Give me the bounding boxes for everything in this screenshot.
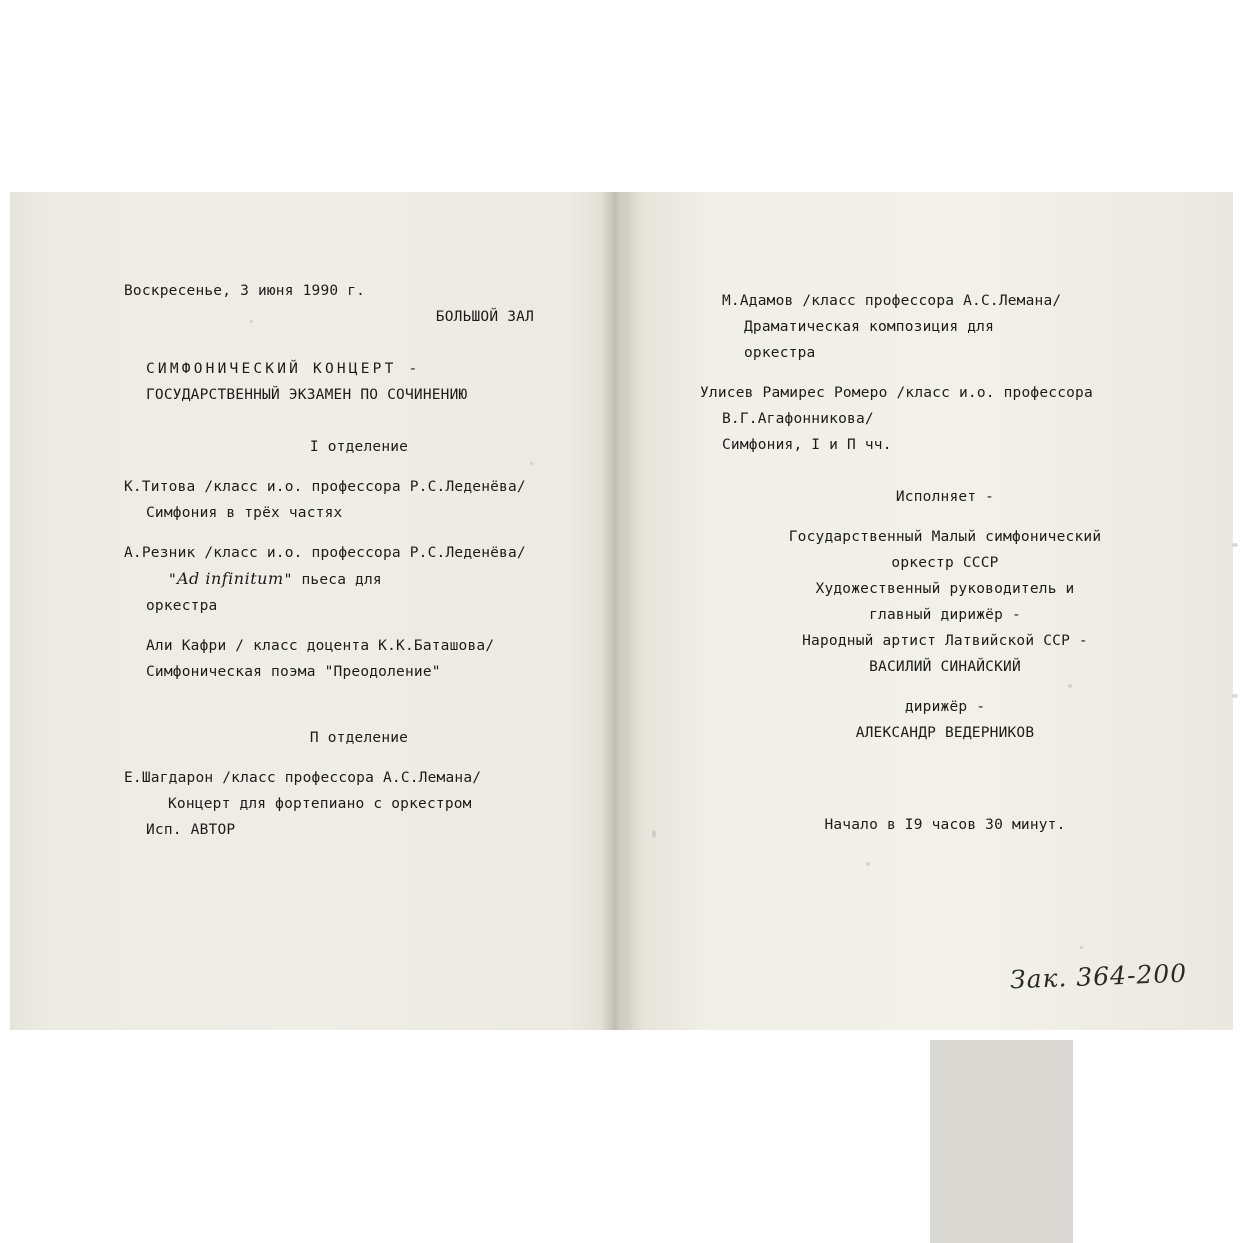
item-performer: Исп. АВТОР [146, 822, 236, 838]
programme-item [700, 288, 1190, 366]
programme-title-line2: ГОСУДАРСТВЕННЫЙ ЭКЗАМЕН ПО СОЧИНЕНИЮ [146, 387, 468, 403]
item-work-cont: оркестра [146, 598, 218, 614]
start-time: Начало в I9 часов 30 минут. [824, 817, 1066, 833]
performer-line: Государственный Малый симфонический [788, 529, 1102, 545]
item-work-title-italic: Ad infinitum [176, 569, 284, 588]
date-line: Воскресенье, 3 июня 1990 г. [124, 283, 366, 299]
right-page-text [700, 288, 1190, 838]
part2-heading: П отделение [309, 730, 409, 746]
programme-item [124, 474, 594, 526]
item-work: Симфоническая поэма "Преодоление" [146, 664, 441, 680]
part1-heading: I отделение [309, 439, 409, 455]
item-composer: А.Резник /класс и.о. профессора Р.С.Леденёва/ [124, 545, 526, 561]
item-composer: К.Титова /класс и.о. профессора Р.С.Леденёва/ [124, 479, 526, 495]
performers-block [700, 524, 1190, 680]
item-composer-cont: В.Г.Агафонникова/ [722, 411, 874, 427]
programme-item [124, 540, 594, 619]
performers-heading: Исполняет - [895, 489, 995, 505]
scan-speck [1080, 946, 1083, 949]
item-composer: Али Кафри / класс доцента К.К.Баташова/ [146, 638, 495, 654]
item-work: Драматическая композиция для [744, 319, 995, 335]
performer-line: главный дирижёр - [869, 607, 1021, 623]
hall-name: БОЛЬШОЙ ЗАЛ [435, 309, 534, 325]
programme-item [124, 633, 594, 685]
quote-open: " [168, 572, 177, 588]
scan-speck [1232, 694, 1238, 698]
scan-speck [1232, 543, 1238, 547]
programme-item [700, 380, 1190, 458]
conductor-name: АЛЕКСАНДР ВЕДЕРНИКОВ [855, 725, 1035, 741]
scan-shadow-block [930, 1040, 1073, 1243]
principal-conductor-name: ВАСИЛИЙ СИНАЙСКИЙ [869, 659, 1021, 675]
order-number-handwritten: Зак. 364-200 [1009, 958, 1188, 995]
item-work: Симфония, I и П чч. [722, 437, 892, 453]
item-work: Симфония в трёх частях [146, 505, 343, 521]
item-composer: М.Адамов /класс профессора А.С.Лемана/ [722, 293, 1062, 309]
item-composer: Е.Шагдарон /класс профессора А.С.Лемана/ [124, 770, 482, 786]
scan-speck [652, 830, 656, 838]
conductor-label: дирижёр - [904, 699, 986, 715]
performer-line: оркестр СССР [891, 555, 999, 571]
item-work-italic-row [124, 566, 594, 593]
performer-line: Народный артист Латвийской ССР - [802, 633, 1088, 649]
left-page-text [124, 278, 594, 843]
programme-item [124, 765, 594, 843]
item-work: Концерт для фортепиано с оркестром [168, 796, 472, 812]
performer-line: Художественный руководитель и [815, 581, 1075, 597]
item-work-cont: оркестра [744, 345, 816, 361]
item-composer: Улисев Рамирес Ромеро /класс и.о. профессора [700, 385, 1093, 401]
programme-title-line1: СИМФОНИЧЕСКИЙ КОНЦЕРТ - [146, 361, 421, 377]
scan-speck [866, 862, 870, 866]
item-work-tail: " пьеса для [283, 572, 382, 588]
